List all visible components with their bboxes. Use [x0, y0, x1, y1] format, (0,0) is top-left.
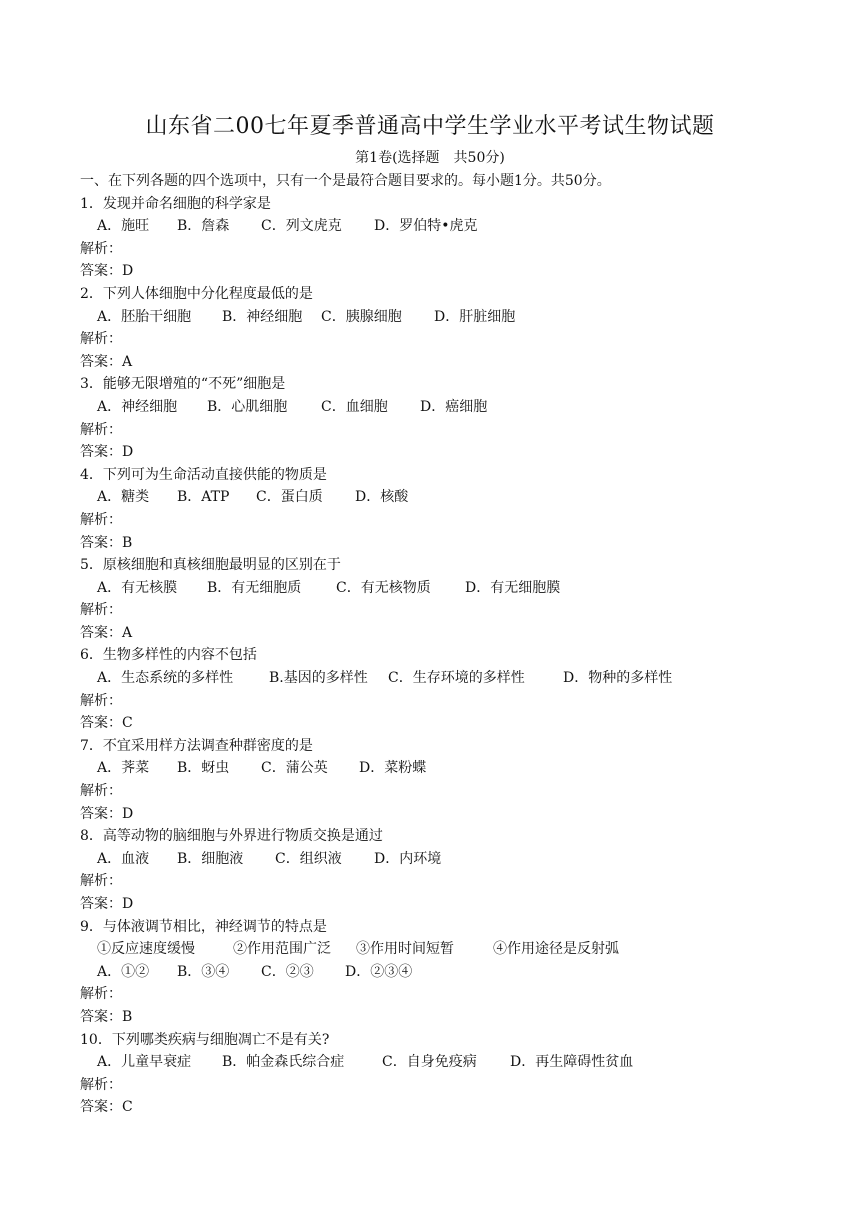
answer: 答案：A: [80, 624, 133, 641]
answer: 答案：D: [80, 444, 134, 461]
answer: 答案：C: [80, 1099, 133, 1116]
option: D．物种的多样性: [563, 670, 673, 687]
option: D．罗伯特•虎克: [374, 218, 478, 235]
option: B．有无细胞质: [207, 579, 302, 596]
option-row: [80, 396, 780, 419]
option: C．有无核物质: [336, 579, 431, 596]
option: C．②③: [261, 963, 314, 980]
instructions: 一、在下列各题的四个选项中，只有一个是最符合题目要求的。每小题1分。共50分。: [80, 173, 611, 189]
section-subtitle: 第1卷(选择题 共50分): [355, 150, 505, 166]
statement: ②作用范围广泛: [233, 941, 331, 958]
answer: 答案：C: [80, 715, 133, 732]
option-row: [80, 486, 780, 509]
option: D．肝脏细胞: [434, 308, 516, 325]
option-row: [80, 667, 780, 690]
analysis-label: 解析：: [80, 240, 122, 257]
option: B．帕金森氏综合症: [222, 1054, 345, 1071]
option: D．②③④: [345, 963, 413, 980]
exam-title: 山东省二00七年夏季普通高中学生学业水平考试生物试题: [145, 114, 715, 139]
question-stem: 7．不宜采用样方法调查种群密度的是: [80, 737, 313, 754]
analysis-label: 解析：: [80, 602, 122, 619]
option: D．有无细胞膜: [465, 579, 561, 596]
option-row: [80, 757, 780, 780]
option: D．癌细胞: [420, 398, 488, 415]
analysis-label: 解析：: [80, 873, 122, 890]
question-stem: 1．发现并命名细胞的科学家是: [80, 195, 271, 212]
option: A．糖类: [97, 489, 150, 506]
option: B．神经细胞: [222, 308, 303, 325]
statement: ③作用时间短暂: [356, 941, 454, 958]
answer: 答案：B: [80, 534, 133, 551]
analysis-label: 解析：: [80, 1076, 122, 1093]
analysis-label: 解析：: [80, 986, 122, 1003]
option: A．胚胎干细胞: [97, 308, 192, 325]
option: C．血细胞: [321, 398, 388, 415]
option-row: [80, 215, 780, 238]
option: B.基因的多样性: [269, 670, 368, 687]
question-stem: 9．与体液调节相比，神经调节的特点是: [80, 918, 327, 935]
option: B．蚜虫: [177, 760, 230, 777]
option: A．神经细胞: [97, 398, 178, 415]
answer: 答案：D: [80, 263, 134, 280]
analysis-label: 解析：: [80, 421, 122, 438]
option: A．血液: [97, 850, 150, 867]
analysis-label: 解析：: [80, 511, 122, 528]
option: B．③④: [177, 963, 230, 980]
option-row: [80, 577, 780, 600]
option: A．儿童早衰症: [97, 1054, 192, 1071]
option: C．列文虎克: [261, 218, 342, 235]
answer: 答案：D: [80, 805, 134, 822]
question-stem: 10．下列哪类疾病与细胞凋亡不是有关?: [80, 1031, 330, 1048]
option: C．胰腺细胞: [321, 308, 402, 325]
question-stem: 2．下列人体细胞中分化程度最低的是: [80, 285, 313, 302]
option-row: [80, 961, 780, 984]
question-list: [80, 170, 780, 1119]
option: B．心肌细胞: [207, 398, 288, 415]
option: D．内环境: [374, 850, 442, 867]
question-stem: 8．高等动物的脑细胞与外界进行物质交换是通过: [80, 828, 383, 845]
option-row: [80, 1051, 780, 1074]
option: B．细胞液: [177, 850, 244, 867]
option: C．组织液: [275, 850, 342, 867]
analysis-label: 解析：: [80, 331, 122, 348]
question-stem: 3．能够无限增殖的“不死”细胞是: [80, 376, 286, 393]
answer: 答案：B: [80, 1008, 133, 1025]
option: B．ATP: [177, 489, 230, 506]
option: A．有无核膜: [97, 579, 178, 596]
option: B．詹森: [177, 218, 230, 235]
question-stem: 6．生物多样性的内容不包括: [80, 647, 257, 664]
option: A．施旺: [97, 218, 150, 235]
statement-row: [80, 938, 780, 961]
answer: 答案：A: [80, 353, 133, 370]
option: A．生态系统的多样性: [97, 670, 234, 687]
option: C．蛋白质: [256, 489, 323, 506]
option: A．荠菜: [97, 760, 150, 777]
statement: ④作用途径是反射弧: [493, 941, 619, 958]
option: A．①②: [97, 963, 150, 980]
question-stem: 4．下列可为生命活动直接供能的物质是: [80, 466, 327, 483]
option: C．自身免疫病: [382, 1054, 477, 1071]
analysis-label: 解析：: [80, 783, 122, 800]
question-stem: 5．原核细胞和真核细胞最明显的区别在于: [80, 557, 341, 574]
option-row: [80, 306, 780, 329]
option: C．生存环境的多样性: [388, 670, 525, 687]
option-row: [80, 848, 780, 871]
statement: ①反应速度缓慢: [97, 941, 195, 958]
option: D．再生障碍性贫血: [510, 1054, 634, 1071]
option: D．菜粉蝶: [359, 760, 427, 777]
option: C．蒲公英: [261, 760, 328, 777]
option: D．核酸: [355, 489, 409, 506]
analysis-label: 解析：: [80, 692, 122, 709]
answer: 答案：D: [80, 896, 134, 912]
